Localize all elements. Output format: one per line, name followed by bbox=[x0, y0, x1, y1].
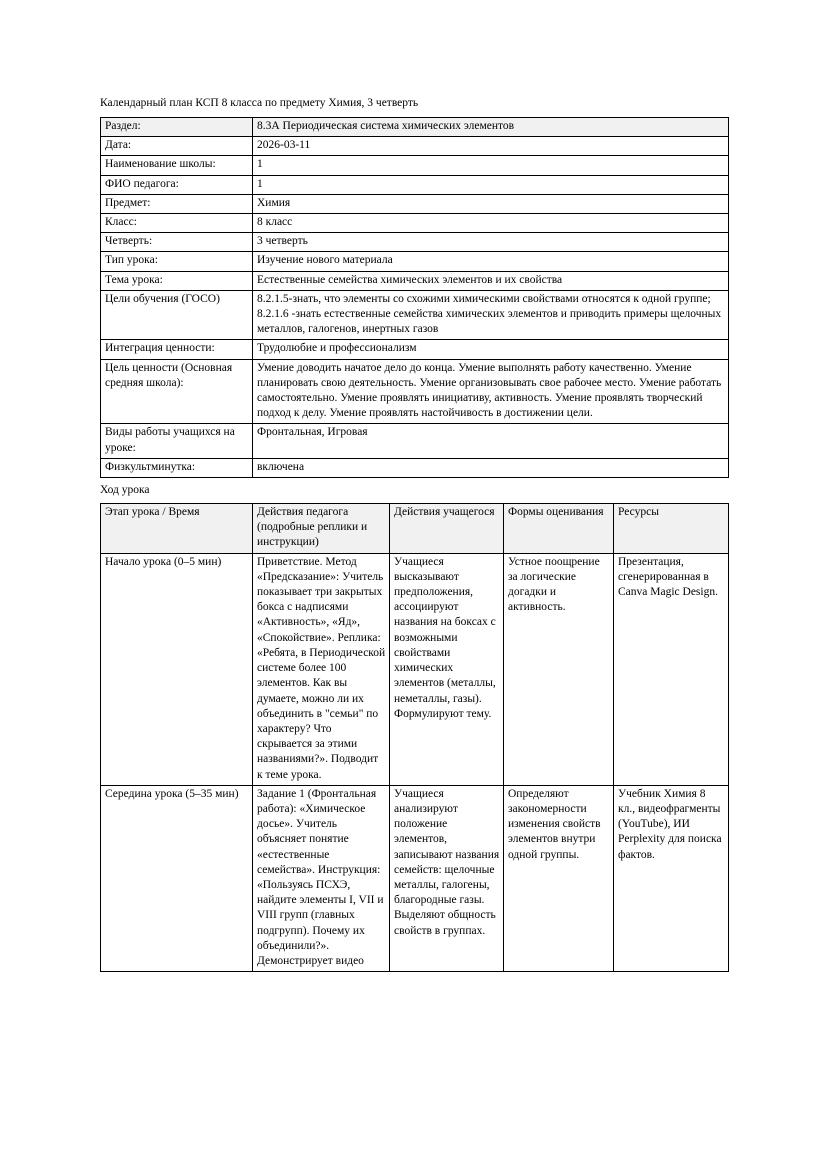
info-row-label: Интеграция ценности: bbox=[101, 340, 253, 359]
table-row bbox=[101, 118, 729, 137]
table-row bbox=[101, 424, 729, 458]
info-row-value: Изучение нового материала bbox=[253, 252, 729, 271]
column-header: Действия педагога (подробные реплики и инструкции) bbox=[253, 504, 390, 554]
lesson-flow-table bbox=[100, 503, 729, 972]
flow-resources-cell: Презентация, сгенерированная в Canva Magic Design. bbox=[614, 553, 729, 785]
lesson-info-table bbox=[100, 117, 729, 478]
info-row-value: 8.2.1.5-знать, что элементы со схожими химическими свойствами относятся к одной группе; 8.2.1.6 -знать естественные семейства химических элементов и приводить примеры щелочных металлов, галогенов, инертных газов bbox=[253, 290, 729, 340]
column-header: Этап урока / Время bbox=[101, 504, 253, 554]
info-row-label: Наименование школы: bbox=[101, 156, 253, 175]
info-row-value: Химия bbox=[253, 194, 729, 213]
info-row-label: Виды работы учащихся на уроке: bbox=[101, 424, 253, 458]
info-row-label: Предмет: bbox=[101, 194, 253, 213]
flow-teacher-actions-cell: Приветствие. Метод «Предсказание»: Учитель показывает три закрытых бокса с надписями «Активность», «Яд», «Спокойствие». Реплика: «Ребята, в Периодической системе более 100 элементов. Как вы думаете, можно ли их объединить в "семьи" по характеру? Что скрывается за этими названиями?». Подводит к теме урока. bbox=[253, 553, 390, 785]
lesson-flow-table-body bbox=[101, 553, 729, 971]
info-row-value: Умение доводить начатое дело до конца. Умение выполнять работу качественно. Умение планировать свою деятельность. Умение организовывать свое рабочее место. Умение работать самостоятельно. Умение проявлять инициативу, активность. Умение проявлять творческий подход к делу. Умение проявлять настойчивость в достижении цели. bbox=[253, 359, 729, 424]
table-row bbox=[101, 214, 729, 233]
info-row-label: Цель ценности (Основная средняя школа): bbox=[101, 359, 253, 424]
info-row-value: включена bbox=[253, 458, 729, 477]
flow-teacher-actions-cell: Задание 1 (Фронтальная работа): «Химическое досье». Учитель объясняет понятие «естественные семейства». Инструкция: «Пользуясь ПСХЭ, найдите элементы I, VII и VIII групп (главных подгрупп). Почему их объединили?». Демонстрирует видео bbox=[253, 785, 390, 971]
info-row-label: Дата: bbox=[101, 137, 253, 156]
info-row-value: Трудолюбие и профессионализм bbox=[253, 340, 729, 359]
table-row bbox=[101, 156, 729, 175]
table-row bbox=[101, 785, 729, 971]
flow-stage-cell: Начало урока (0–5 мин) bbox=[101, 553, 253, 785]
flow-student-actions-cell: Учащиеся высказывают предположения, ассоциируют названия на боксах с возможными свойствами химических элементов (металлы, неметаллы, газы). Формулируют тему. bbox=[390, 553, 504, 785]
info-row-value: 1 bbox=[253, 175, 729, 194]
info-row-value: Фронтальная, Игровая bbox=[253, 424, 729, 458]
info-row-label: Цели обучения (ГОСО) bbox=[101, 290, 253, 340]
flow-assessment-cell: Определяют закономерности изменения свойств элементов внутри одной группы. bbox=[504, 785, 614, 971]
page-title: Календарный план КСП 8 класса по предмету Химия, 3 четверть bbox=[100, 97, 419, 109]
lesson-info-table-body bbox=[101, 118, 729, 478]
info-row-value: 3 четверть bbox=[253, 233, 729, 252]
table-row bbox=[101, 252, 729, 271]
table-row bbox=[101, 359, 729, 424]
info-row-value: 1 bbox=[253, 156, 729, 175]
table-row bbox=[101, 175, 729, 194]
flow-student-actions-cell: Учащиеся анализируют положение элементов, записывают названия семейств: щелочные металлы, галогены, благородные газы. Выделяют общность свойств в группах. bbox=[390, 785, 504, 971]
table-row bbox=[101, 340, 729, 359]
info-row-value: 8.3А Периодическая система химических элементов bbox=[253, 118, 729, 137]
info-row-label: ФИО педагога: bbox=[101, 175, 253, 194]
flow-assessment-cell: Устное поощрение за логические догадки и активность. bbox=[504, 553, 614, 785]
table-row bbox=[101, 290, 729, 340]
info-row-value: 2026-03-11 bbox=[253, 137, 729, 156]
table-row bbox=[101, 194, 729, 213]
table-row bbox=[101, 137, 729, 156]
info-row-value: Естественные семейства химических элементов и их свойства bbox=[253, 271, 729, 290]
flow-resources-cell: Учебник Химия 8 кл., видеофрагменты (YouTube), ИИ Perplexity для поиска фактов. bbox=[614, 785, 729, 971]
column-header: Ресурсы bbox=[614, 504, 729, 554]
table-row bbox=[101, 458, 729, 477]
table-row bbox=[101, 271, 729, 290]
lesson-flow-heading: Ход урока bbox=[100, 484, 150, 497]
info-row-label: Класс: bbox=[101, 214, 253, 233]
lesson-flow-table-head bbox=[101, 504, 729, 554]
table-header-row bbox=[101, 504, 729, 554]
column-header: Формы оценивания bbox=[504, 504, 614, 554]
lesson-flow-table-viewport bbox=[100, 503, 735, 1111]
info-row-label: Тема урока: bbox=[101, 271, 253, 290]
info-row-label: Тип урока: bbox=[101, 252, 253, 271]
flow-stage-cell: Середина урока (5–35 мин) bbox=[101, 785, 253, 971]
info-row-label: Раздел: bbox=[101, 118, 253, 137]
info-row-label: Четверть: bbox=[101, 233, 253, 252]
column-header: Действия учащегося bbox=[390, 504, 504, 554]
info-row-value: 8 класс bbox=[253, 214, 729, 233]
table-row bbox=[101, 553, 729, 785]
info-row-label: Физкультминутка: bbox=[101, 458, 253, 477]
table-row bbox=[101, 233, 729, 252]
